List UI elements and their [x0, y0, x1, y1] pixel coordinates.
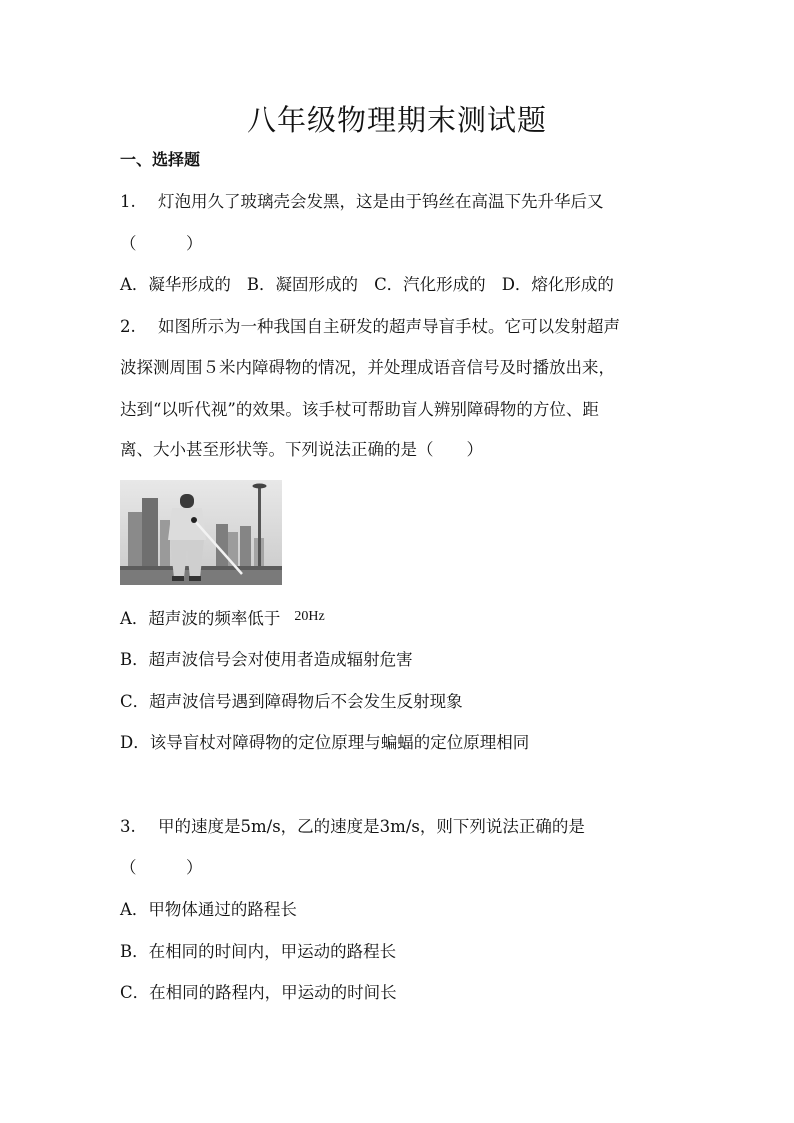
question-2-stem-1: 如图所示为一种我国自主研发的超声导盲手杖。它可以发射超声: [158, 317, 620, 336]
question-3-number: 3.: [120, 817, 136, 836]
question-1-option-d[interactable]: D．熔化形成的: [501, 275, 614, 294]
question-3-option-a[interactable]: A．甲物体通过的路程长: [120, 900, 297, 919]
question-2-option-b[interactable]: B．超声波信号会对使用者造成辐射危害: [120, 650, 413, 669]
question-1-number: 1.: [120, 192, 136, 211]
question-2-option-a[interactable]: [120, 607, 325, 633]
question-3-option-b[interactable]: B．在相同的时间内，甲运动的路程长: [120, 942, 397, 961]
question-1-option-a[interactable]: A．凝华形成的: [120, 275, 231, 294]
page-title: 八年级物理期末测试题: [246, 103, 547, 137]
question-3-option-c[interactable]: C．在相同的路程内，甲运动的时间长: [120, 983, 397, 1002]
question-1-options: [120, 273, 630, 297]
question-1-option-c[interactable]: C．汽化形成的: [374, 275, 486, 294]
question-3-text: [120, 815, 585, 839]
question-1-option-b[interactable]: B．凝固形成的: [246, 275, 359, 294]
guide-cane-photo: [120, 480, 282, 585]
question-2-option-a-text: A．超声波的频率低于: [120, 609, 281, 628]
question-1-paren: （ ）: [120, 234, 203, 253]
question-2-line-4: 离、大小甚至形状等。下列说法正确的是（ ）: [120, 440, 483, 459]
question-1-text: [120, 190, 604, 214]
question-2-option-c[interactable]: C．超声波信号遇到障碍物后不会发生反射现象: [120, 692, 463, 711]
question-2-option-d[interactable]: D．该导盲杖对障碍物的定位原理与蝙蝠的定位原理相同: [120, 733, 530, 752]
question-2-line-1: [120, 315, 620, 339]
question-2-line-3: 达到“以听代视”的效果。该手杖可帮助盲人辨别障碍物的方位、距: [120, 400, 599, 419]
question-2-line-2: 波探测周围５米内障碍物的情况，并处理成语音信号及时播放出来，: [120, 358, 615, 377]
question-3-paren: （ ）: [120, 858, 203, 877]
question-2-number: 2.: [120, 317, 136, 336]
question-3-stem: 甲的速度是5m/s，乙的速度是3m/s，则下列说法正确的是: [158, 817, 585, 836]
question-2-option-a-unit: 20Hz: [294, 609, 325, 624]
section-heading: 一、选择题: [120, 150, 201, 169]
question-1-stem: 灯泡用久了玻璃壳会发黑，这是由于钨丝在高温下先升华后又: [158, 192, 604, 211]
